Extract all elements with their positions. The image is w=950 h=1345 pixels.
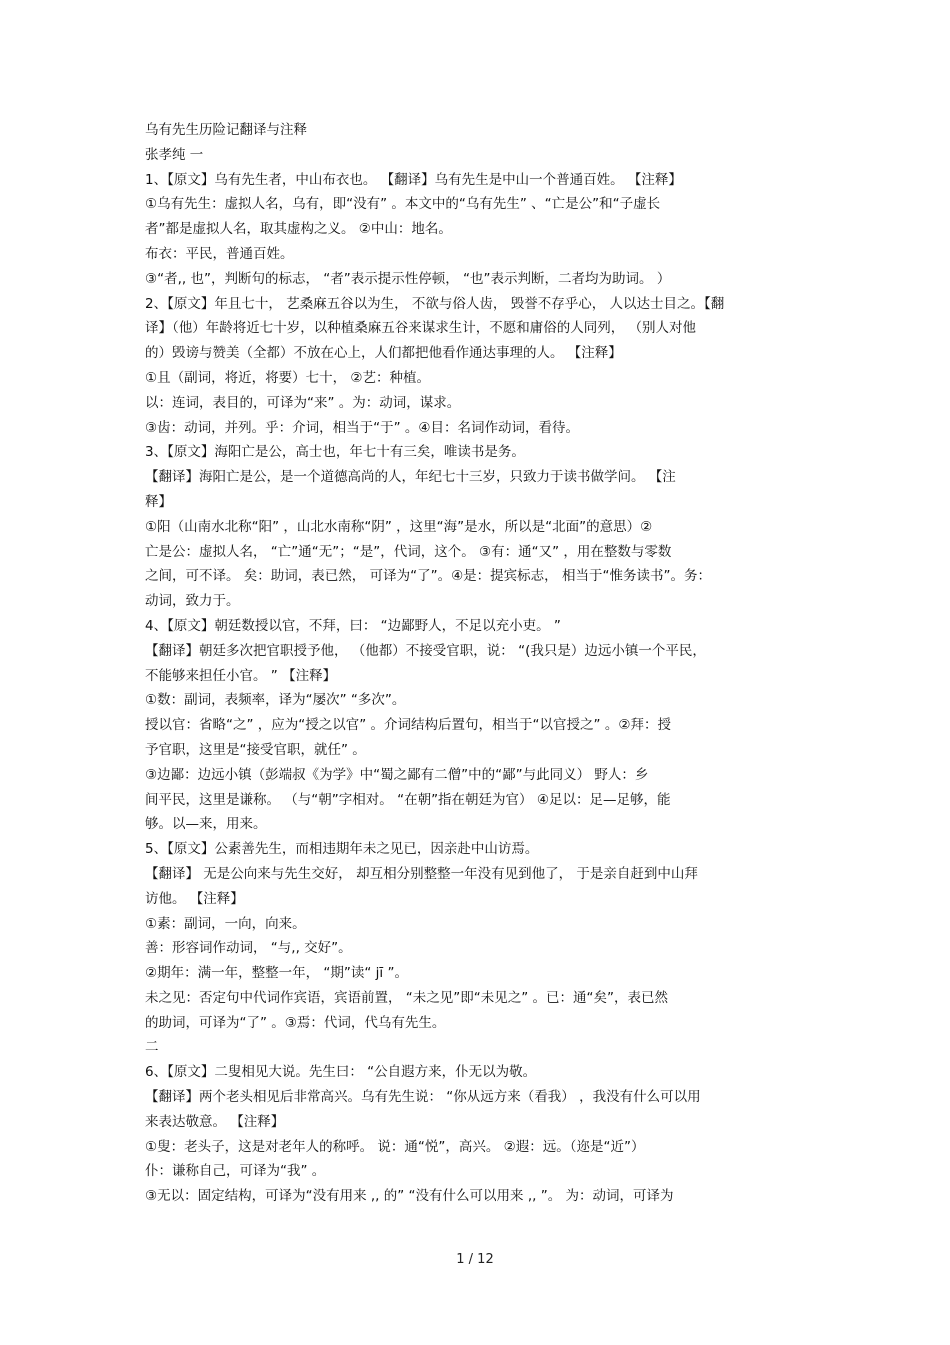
text-line: 乌有先生历险记翻译与注释: [145, 122, 307, 138]
text-line: 以：连词，表目的，可译为“来” 。为：动词，谋求。: [145, 394, 461, 411]
text-line: 间平民，这里是谦称。 （与“朝”字相对。 “在朝”指在朝廷为官） ④足以：足—足够，能: [145, 791, 671, 808]
text-line: 者”都是虚拟人名，取其虚构之义。 ②中山：地名。: [145, 221, 452, 238]
text-line: 不能够来担任小官。 ” 【注释】: [145, 667, 337, 684]
text-line: 仆：谦称自己，可译为“我” 。: [145, 1163, 326, 1180]
text-line: 释】: [145, 493, 172, 510]
text-line: 授以官：省略“之” ，应为“授之以官” 。介词结构后置句，相当于“以官授之” 。②拜：授: [145, 717, 671, 734]
text-line: 布衣：平民，普通百姓。: [145, 245, 294, 262]
page-number: 1 / 12: [456, 1252, 494, 1267]
text-line: 1、【原文】乌有先生者，中山布衣也。 【翻译】乌有先生是中山一个普通百姓。 【注释】: [145, 171, 682, 188]
text-line: 【翻译】海阳亡是公，是一个道德高尚的人，年纪七十三岁，只致力于读书做学问。 【注: [145, 469, 676, 486]
text-line: 3、【原文】海阳亡是公，高士也，年七十有三矣，唯读书是务。: [145, 444, 525, 461]
text-line: 来表达敬意。 【注释】: [145, 1113, 285, 1130]
text-line: ③齿：动词，并列。乎：介词，相当于“于” 。④目：名词作动词，看待。: [145, 419, 579, 436]
text-line: 动词，致力于。: [145, 593, 240, 610]
text-line: 5、【原文】公素善先生，而相违期年未之见已，因亲赴中山访焉。: [145, 841, 539, 858]
text-line: 访他。 【注释】: [145, 890, 244, 907]
text-line: 译】（他）年龄将近七十岁，以种植桑麻五谷来谋求生计，不愿和庸俗的人同列， （别人对他: [145, 320, 697, 337]
text-line: 予官职，这里是“接受官职，就任” 。: [145, 741, 366, 758]
text-line: ③边鄙：边远小镇（彭端叔《为学》中“蜀之鄙有二僧”中的“鄙”与此同义） 野人：乡: [145, 766, 649, 783]
text-line: 6、【原文】二叟相见大说。先生曰： “公自遐方来，仆无以为敬。: [145, 1064, 537, 1081]
text-line: 【翻译】 无是公向来与先生交好， 却互相分别整整一年没有见到他了， 于是亲自赶到中山拜: [145, 865, 698, 882]
text-line: ③无以：固定结构，可译为“没有用来 ,, 的” “没有什么可以用来 ,, ”。 为：动词，可译为: [145, 1188, 674, 1205]
text-line: ①且（副词，将近，将要）七十， ②艺：种植。: [145, 369, 430, 386]
text-line: ①叟：老头子，这是对老年人的称呼。 说：通“悦”，高兴。 ②遐：远。（迩是“近”）: [145, 1138, 645, 1155]
text-line: ②期年：满一年，整整一年， “期”读“ jī ”。: [145, 965, 408, 982]
text-line: 张孝纯 一: [145, 146, 204, 163]
text-line: 够。以—来，用来。: [145, 816, 267, 833]
text-line: 【翻译】朝廷多次把官职授予他， （他都）不接受官职，说： “(我只是）边远小镇一个平民，: [145, 642, 706, 659]
text-line: 2、【原文】年且七十， 艺桑麻五谷以为生， 不欲与俗人齿， 毁誉不存乎心， 人以达士目之。【翻: [145, 295, 725, 312]
text-line: ①阳（山南水北称“阳” ，山北水南称“阴” ，这里“海”是水，所以是“北面”的意思）②: [145, 518, 653, 535]
text-line: ①乌有先生：虚拟人名，乌有，即“没有” 。本文中的“乌有先生” 、“亡是公”和“子虚长: [145, 196, 661, 213]
text-line: 的助词，可译为“了” 。③焉：代词，代乌有先生。: [145, 1014, 446, 1031]
text-line: 【翻译】两个老头相见后非常高兴。乌有先生说： “你从远方来（看我） ，我没有什么可以用: [145, 1089, 701, 1106]
text-line: 未之见：否定句中代词作宾语，宾语前置， “未之见”即“未见之” 。已：通“矣”，表已然: [145, 989, 669, 1006]
text-line: 4、【原文】朝廷数授以官，不拜，曰： “边鄙野人，不足以充小吏。 ”: [145, 617, 561, 634]
text-line: ①数：副词，表频率，译为“屡次” “多次”。: [145, 692, 406, 709]
document-body: [145, 118, 805, 1209]
text-line: ①素：副词，一向，向来。: [145, 915, 306, 932]
text-line: 之间，可不译。 矣：助词，表已然， 可译为“了”。④是：提宾标志， 相当于“惟务读书”。务：: [145, 568, 711, 585]
text-line: 亡是公：虚拟人名， “亡”通“无”；“是”，代词，这个。 ③有：通“又” ，用在整数与零数: [145, 543, 672, 560]
text-line: ③“者,, 也”，判断句的标志， “者”表示提示性停顿， “也”表示判断，二者均为助词。 ）: [145, 270, 671, 287]
text-line: 二: [145, 1039, 159, 1056]
text-line: 善：形容词作动词， “与,, 交好”。: [145, 940, 352, 957]
text-line: 的）毁谤与赞美（全都）不放在心上，人们都把他看作通达事理的人。 【注释】: [145, 345, 622, 362]
